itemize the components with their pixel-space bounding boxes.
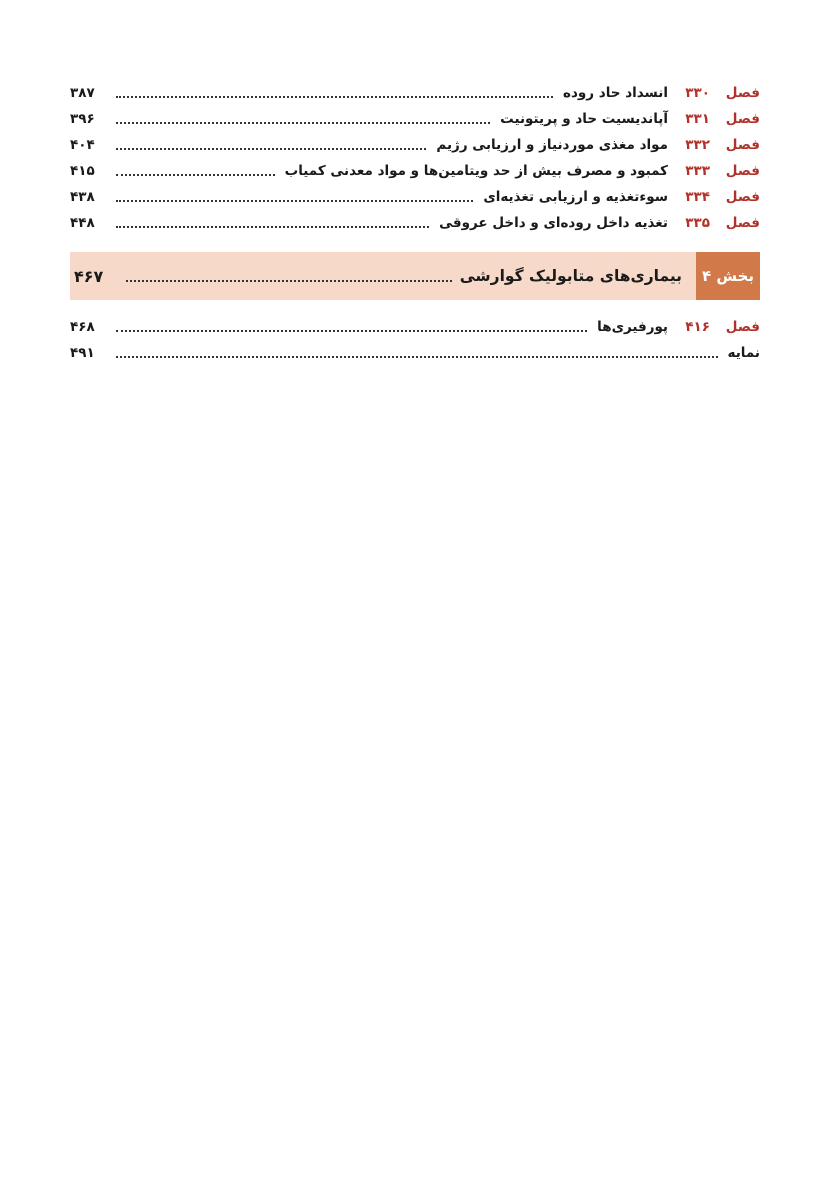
- chapter-title: سوءتغذیه و ارزیابی تغذیه‌ای: [483, 189, 668, 205]
- chapter-title: پورفیری‌ها: [597, 319, 668, 335]
- toc-row-chapter-333[interactable]: [70, 158, 760, 184]
- toc-row-chapter-335[interactable]: [70, 210, 760, 236]
- dot-leader: [116, 226, 429, 228]
- chapter-number: ۳۳۱: [685, 111, 710, 127]
- chapter-number: ۳۳۰: [685, 85, 710, 101]
- table-of-contents: [70, 80, 760, 366]
- chapter-label: فصل: [725, 319, 760, 335]
- chapter-title: کمبود و مصرف بیش از حد ویتامین‌ها و مواد معدنی کمیاب: [284, 163, 668, 179]
- page-number: ۳۸۷: [70, 85, 95, 101]
- dot-leader: [116, 200, 473, 202]
- dot-leader: [116, 96, 553, 98]
- chapter-number: ۳۳۲: [685, 137, 710, 153]
- page-number: ۴۰۴: [70, 137, 95, 153]
- toc-row-chapter-416[interactable]: [70, 314, 760, 340]
- page-number: ۴۹۱: [70, 345, 95, 361]
- page-number: ۴۶۸: [70, 319, 95, 335]
- chapter-number: ۳۳۳: [685, 163, 710, 179]
- chapter-title: انسداد حاد روده: [563, 85, 668, 101]
- section-page-number: ۴۶۷: [74, 266, 104, 286]
- dot-leader: [116, 174, 275, 176]
- toc-row-chapter-330[interactable]: [70, 80, 760, 106]
- chapter-label: فصل: [725, 215, 760, 231]
- chapter-label: فصل: [725, 85, 760, 101]
- page-number: ۴۳۸: [70, 189, 95, 205]
- dot-leader: [116, 356, 718, 358]
- section-header[interactable]: [70, 252, 760, 300]
- chapter-title: آپاندیسیت حاد و پریتونیت: [500, 111, 668, 127]
- page-number: ۴۱۵: [70, 163, 95, 179]
- chapter-number: ۳۳۵: [685, 215, 710, 231]
- dot-leader: [116, 122, 490, 124]
- chapter-label: فصل: [725, 111, 760, 127]
- toc-row-chapter-334[interactable]: [70, 184, 760, 210]
- page-number: ۳۹۶: [70, 111, 95, 127]
- section-label: بخش ۴: [696, 252, 760, 300]
- section-title: بیماری‌های متابولیک گوارشی: [459, 267, 682, 285]
- chapter-title: مواد مغذی موردنیاز و ارزیابی رژیم: [436, 137, 668, 153]
- chapter-number: ۴۱۶: [685, 319, 710, 335]
- dot-leader: [116, 330, 587, 332]
- index-title: نمایه: [727, 345, 760, 361]
- chapter-title: تغذیه داخل روده‌ای و داخل عروقی: [439, 215, 668, 231]
- dot-leader: [116, 148, 426, 150]
- chapter-label: فصل: [725, 137, 760, 153]
- toc-row-chapter-331[interactable]: [70, 106, 760, 132]
- dot-leader: [126, 280, 452, 282]
- chapter-number: ۳۳۴: [685, 189, 710, 205]
- toc-row-chapter-332[interactable]: [70, 132, 760, 158]
- toc-row-index[interactable]: [70, 340, 760, 366]
- page-number: ۴۴۸: [70, 215, 95, 231]
- chapter-label: فصل: [725, 163, 760, 179]
- chapter-label: فصل: [725, 189, 760, 205]
